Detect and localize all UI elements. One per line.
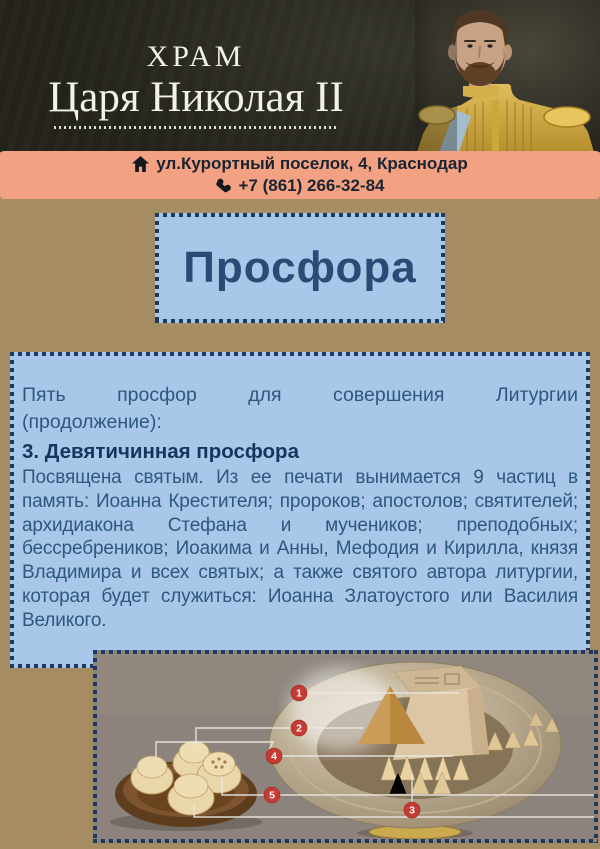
lamb-bread bbox=[393, 666, 489, 760]
svg-text:4: 4 bbox=[271, 750, 277, 763]
house-icon bbox=[132, 156, 149, 172]
portrait-illustration bbox=[415, 0, 600, 152]
callout-5 bbox=[264, 787, 280, 803]
temple-label: ХРАМ bbox=[146, 40, 246, 73]
epaulette-right bbox=[544, 107, 590, 127]
phone-row bbox=[215, 175, 384, 197]
header-titles bbox=[0, 0, 392, 152]
intro-line-2: (продолжение): bbox=[22, 411, 162, 433]
callout-4 bbox=[266, 748, 282, 764]
callout-3 bbox=[404, 802, 420, 818]
svg-text:5: 5 bbox=[269, 789, 275, 802]
phone-text: +7 (861) 266-32-84 bbox=[238, 176, 385, 195]
header bbox=[0, 0, 600, 152]
contact-bar bbox=[0, 151, 600, 199]
section-heading: 3. Девятичинная просфора bbox=[22, 440, 299, 463]
temple-name: Царя Николая II bbox=[48, 74, 344, 121]
page-title: Просфора bbox=[183, 243, 417, 292]
svg-text:3: 3 bbox=[409, 804, 415, 817]
intro-line-1: Пять просфор для совершения Литургии bbox=[22, 384, 578, 406]
svg-text:2: 2 bbox=[296, 722, 302, 735]
phone-icon bbox=[215, 178, 231, 194]
prosphora-figure bbox=[97, 654, 594, 839]
address-row bbox=[132, 153, 467, 175]
title-dotted-divider bbox=[54, 126, 338, 129]
svg-text:1: 1 bbox=[296, 687, 302, 700]
address-text: ул.Курортный поселок, 4, Краснодар bbox=[156, 154, 468, 173]
callout-2 bbox=[291, 720, 307, 736]
tsar-nicholas-portrait bbox=[415, 0, 600, 152]
figure-box bbox=[93, 650, 598, 843]
title-box bbox=[155, 213, 445, 323]
callout-1 bbox=[291, 685, 307, 701]
article-box bbox=[10, 352, 590, 668]
article-body: Посвящена святым. Из ее печати вынимается 9 частиц в память: Иоанна Крестителя; пророков; апостолов; святителей; архидиакона Стефана и мучеников; преподобных; бессребреников; Иоакима и Анны, Мефодия и Кирилла, князя Владимира и всех святых; а также святого автора литургии, которая будет служиться: Иоанна Златоустого или Василия Великого. bbox=[22, 467, 578, 631]
